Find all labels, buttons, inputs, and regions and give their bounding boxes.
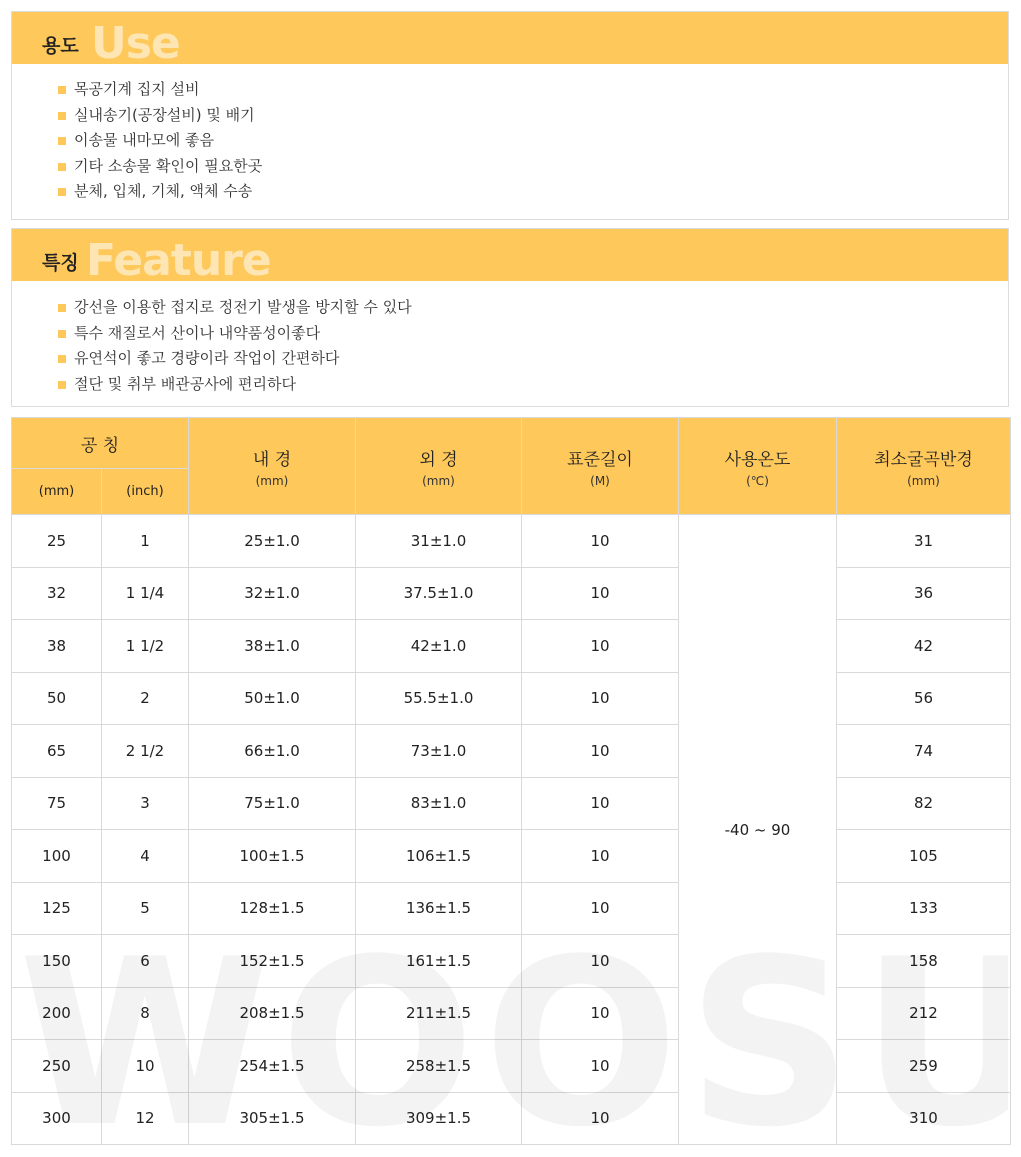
- cell-nominal-inch: 10: [102, 1040, 189, 1093]
- cell-outer-diameter: 73±1.0: [356, 725, 522, 778]
- cell-min-bend-radius: 42: [837, 620, 1011, 673]
- square-bullet-icon: [58, 137, 66, 145]
- cell-outer-diameter: 258±1.5: [356, 1040, 522, 1093]
- use-list: [12, 64, 1008, 205]
- cell-nominal-inch: 6: [102, 935, 189, 988]
- cell-inner-diameter: 32±1.0: [189, 567, 356, 620]
- cell-min-bend-radius: 56: [837, 672, 1011, 725]
- cell-min-bend-radius: 36: [837, 567, 1011, 620]
- table-row: [12, 515, 1011, 568]
- cell-nominal-mm: 100: [12, 830, 102, 883]
- cell-standard-length: 10: [522, 567, 679, 620]
- cell-min-bend-radius: 259: [837, 1040, 1011, 1093]
- cell-standard-length: 10: [522, 620, 679, 673]
- cell-nominal-inch: 1: [102, 515, 189, 568]
- cell-min-bend-radius: 31: [837, 515, 1011, 568]
- cell-nominal-mm: 75: [12, 777, 102, 830]
- cell-nominal-inch: 3: [102, 777, 189, 830]
- list-item: 특수 재질로서 산이나 내약품성이좋다: [58, 321, 1008, 347]
- cell-outer-diameter: 37.5±1.0: [356, 567, 522, 620]
- cell-nominal-mm: 50: [12, 672, 102, 725]
- list-item: 절단 및 취부 배관공사에 편리하다: [58, 372, 1008, 398]
- cell-min-bend-radius: 105: [837, 830, 1011, 883]
- cell-min-bend-radius: 82: [837, 777, 1011, 830]
- use-header: [12, 12, 1008, 64]
- cell-nominal-inch: 2: [102, 672, 189, 725]
- cell-nominal-mm: 32: [12, 567, 102, 620]
- cell-outer-diameter: 31±1.0: [356, 515, 522, 568]
- cell-standard-length: 10: [522, 830, 679, 883]
- cell-nominal-mm: 150: [12, 935, 102, 988]
- feature-list: [12, 281, 1008, 397]
- cell-standard-length: 10: [522, 725, 679, 778]
- cell-nominal-inch: 5: [102, 882, 189, 935]
- cell-min-bend-radius: 133: [837, 882, 1011, 935]
- cell-outer-diameter: 161±1.5: [356, 935, 522, 988]
- header-nominal-mm: (mm): [12, 469, 102, 515]
- square-bullet-icon: [58, 163, 66, 171]
- header-inner-diameter: 내 경 (mm): [189, 418, 356, 515]
- table-row: [12, 830, 1011, 883]
- spec-table-body: [12, 515, 1011, 1145]
- cell-inner-diameter: 100±1.5: [189, 830, 356, 883]
- cell-min-bend-radius: 74: [837, 725, 1011, 778]
- use-title: 용도: [42, 35, 79, 57]
- cell-standard-length: 10: [522, 1092, 679, 1145]
- cell-inner-diameter: 128±1.5: [189, 882, 356, 935]
- list-item: 유연석이 좋고 경량이라 작업이 간편하다: [58, 346, 1008, 372]
- cell-nominal-mm: 250: [12, 1040, 102, 1093]
- cell-outer-diameter: 309±1.5: [356, 1092, 522, 1145]
- cell-min-bend-radius: 310: [837, 1092, 1011, 1145]
- use-section: [11, 11, 1009, 220]
- list-item: 분체, 입체, 기체, 액체 수송: [58, 179, 1008, 205]
- cell-inner-diameter: 38±1.0: [189, 620, 356, 673]
- table-row: [12, 1092, 1011, 1145]
- cell-standard-length: 10: [522, 672, 679, 725]
- cell-standard-length: 10: [522, 987, 679, 1040]
- cell-outer-diameter: 211±1.5: [356, 987, 522, 1040]
- feature-title: 특징: [42, 252, 79, 274]
- cell-standard-length: 10: [522, 935, 679, 988]
- use-title-en: Use: [91, 18, 180, 64]
- cell-outer-diameter: 106±1.5: [356, 830, 522, 883]
- cell-inner-diameter: 208±1.5: [189, 987, 356, 1040]
- cell-inner-diameter: 25±1.0: [189, 515, 356, 568]
- cell-nominal-mm: 25: [12, 515, 102, 568]
- spec-table-wrapper: [11, 417, 1010, 1147]
- table-row: [12, 1040, 1011, 1093]
- table-row: [12, 620, 1011, 673]
- cell-temperature: -40 ~ 90: [679, 515, 837, 1145]
- header-temperature: 사용온도 (℃): [679, 418, 837, 515]
- cell-inner-diameter: 254±1.5: [189, 1040, 356, 1093]
- cell-inner-diameter: 50±1.0: [189, 672, 356, 725]
- header-nominal-inch: (inch): [102, 469, 189, 515]
- cell-outer-diameter: 42±1.0: [356, 620, 522, 673]
- cell-inner-diameter: 305±1.5: [189, 1092, 356, 1145]
- cell-standard-length: 10: [522, 1040, 679, 1093]
- table-row: [12, 672, 1011, 725]
- cell-min-bend-radius: 212: [837, 987, 1011, 1040]
- cell-outer-diameter: 136±1.5: [356, 882, 522, 935]
- square-bullet-icon: [58, 188, 66, 196]
- cell-nominal-inch: 1 1/4: [102, 567, 189, 620]
- feature-section: [11, 228, 1009, 407]
- table-row: [12, 725, 1011, 778]
- cell-inner-diameter: 75±1.0: [189, 777, 356, 830]
- square-bullet-icon: [58, 355, 66, 363]
- cell-outer-diameter: 83±1.0: [356, 777, 522, 830]
- cell-nominal-inch: 4: [102, 830, 189, 883]
- cell-nominal-inch: 12: [102, 1092, 189, 1145]
- cell-inner-diameter: 152±1.5: [189, 935, 356, 988]
- cell-nominal-inch: 1 1/2: [102, 620, 189, 673]
- square-bullet-icon: [58, 86, 66, 94]
- table-row: [12, 567, 1011, 620]
- table-row: [12, 777, 1011, 830]
- cell-nominal-mm: 300: [12, 1092, 102, 1145]
- feature-title-en: Feature: [86, 235, 271, 281]
- cell-nominal-inch: 2 1/2: [102, 725, 189, 778]
- cell-standard-length: 10: [522, 515, 679, 568]
- cell-nominal-inch: 8: [102, 987, 189, 1040]
- cell-nominal-mm: 200: [12, 987, 102, 1040]
- list-item: 강선을 이용한 접지로 정전기 발생을 방지할 수 있다: [58, 295, 1008, 321]
- list-item: 실내송기(공장설비) 및 배기: [58, 103, 1008, 129]
- header-outer-diameter: 외 경 (mm): [356, 418, 522, 515]
- table-row: [12, 882, 1011, 935]
- cell-standard-length: 10: [522, 777, 679, 830]
- cell-nominal-mm: 65: [12, 725, 102, 778]
- header-nominal: 공 칭: [12, 418, 189, 469]
- cell-outer-diameter: 55.5±1.0: [356, 672, 522, 725]
- square-bullet-icon: [58, 304, 66, 312]
- cell-standard-length: 10: [522, 882, 679, 935]
- cell-nominal-mm: 125: [12, 882, 102, 935]
- square-bullet-icon: [58, 112, 66, 120]
- spec-table: [11, 417, 1011, 1145]
- table-row: [12, 987, 1011, 1040]
- square-bullet-icon: [58, 330, 66, 338]
- feature-header: [12, 229, 1008, 281]
- cell-nominal-mm: 38: [12, 620, 102, 673]
- header-min-bend-radius: 최소굴곡반경 (mm): [837, 418, 1011, 515]
- cell-inner-diameter: 66±1.0: [189, 725, 356, 778]
- square-bullet-icon: [58, 381, 66, 389]
- list-item: 이송물 내마모에 좋음: [58, 128, 1008, 154]
- header-standard-length: 표준길이 (M): [522, 418, 679, 515]
- table-row: [12, 935, 1011, 988]
- cell-min-bend-radius: 158: [837, 935, 1011, 988]
- list-item: 기타 소송물 확인이 필요한곳: [58, 154, 1008, 180]
- list-item: 목공기계 집지 설비: [58, 77, 1008, 103]
